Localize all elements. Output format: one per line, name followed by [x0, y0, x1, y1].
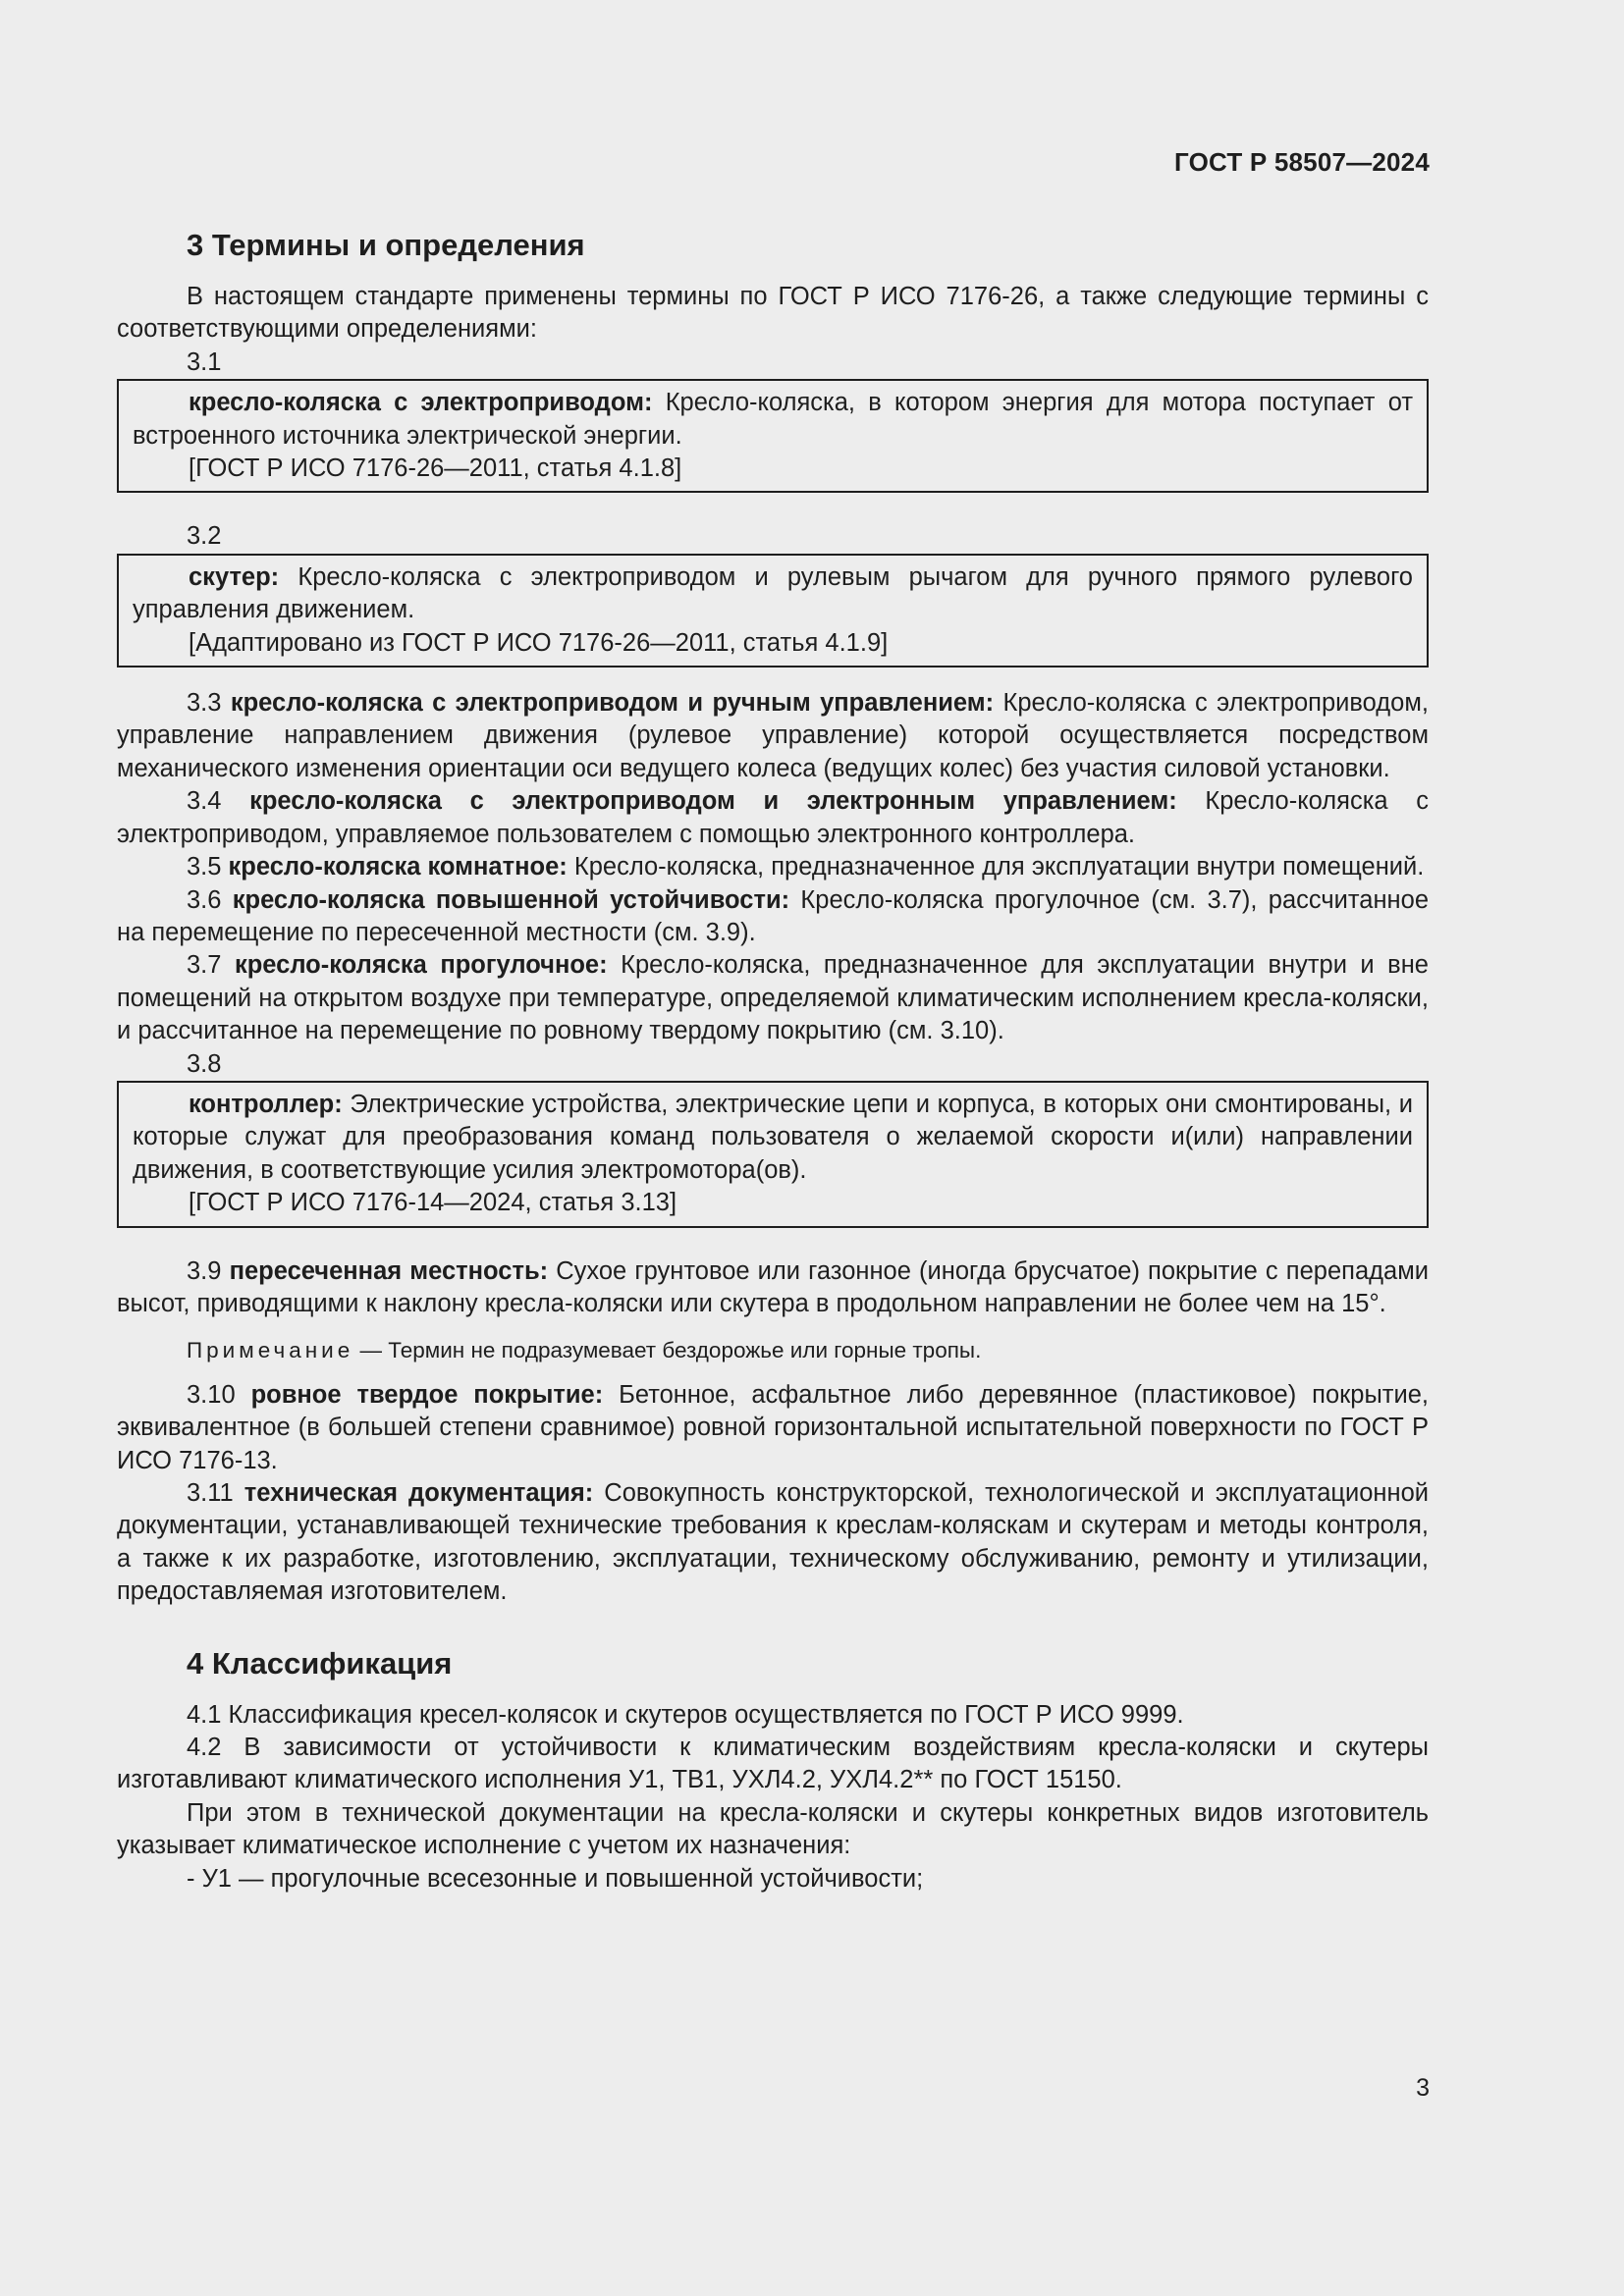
- term-3-4-number: 3.4: [187, 787, 250, 816]
- term-3-9-definition: Сухое грунтовое или газонное (иногда брусчатое) покрытие с перепадами высот, приводящими к наклону кресла-коляски или скутера в продольном направлении не более чем на 15°.: [117, 1256, 1429, 1317]
- term-3-1-source: [ГОСТ Р ИСО 7176-26—2011, статья 4.1.8]: [189, 454, 682, 483]
- document-code-header: ГОСТ Р 58507—2024: [1174, 147, 1430, 177]
- term-3-5: [117, 851, 1429, 883]
- term-3-11-definition: Совокупность конструкторской, технологической и эксплуатационной документации, устанавливающей технические требования к креслам-коляскам и скутерам и методы контроля, а также к их разработке, изготовлению, эксплуатации, техническому обслуживанию, ремонту и утилизации, предоставляемая изготовителем.: [117, 1479, 1430, 1606]
- term-3-4-definition: Кресло-коляска с электроприводом, управляемое пользователем с помощью электронного контроллера.: [117, 787, 1429, 848]
- term-3-8-box: [117, 1081, 1429, 1228]
- list-item-u1: - У1 — прогулочные всесезонные и повышенной устойчивости;: [187, 1864, 924, 1893]
- page-number: 3: [1416, 2074, 1430, 2102]
- term-3-8-term: контроллер:: [189, 1090, 343, 1118]
- term-3-10: [117, 1379, 1429, 1477]
- note-text: — Термин не подразумевает бездорожье или горные тропы.: [353, 1338, 982, 1363]
- term-3-3-number: 3.3: [187, 689, 231, 718]
- term-3-1-text: [133, 387, 1413, 453]
- section-4-title: 4 Классификация: [187, 1645, 453, 1681]
- term-3-1-box: [117, 379, 1429, 493]
- term-3-7-term: кресло-коляска прогулочное:: [234, 951, 608, 980]
- term-3-5-definition: Кресло-коляска, предназначенное для эксплуатации внутри помещений.: [567, 853, 1425, 881]
- term-3-6-definition: Кресло-коляска прогулочное (см. 3.7), рассчитанное на перемещение по пересеченной местности (см. 3.9).: [117, 885, 1429, 946]
- term-3-3-definition: Кресло-коляска с электроприводом, управление направлением движения (рулевое управление) которой осуществляется посредством механического изменения ориентации оси ведущего колеса (ведущих колес) без участия силовой установки.: [117, 689, 1429, 782]
- term-3-9-number: 3.9: [187, 1256, 230, 1285]
- term-3-9: [117, 1255, 1429, 1321]
- term-3-10-number: 3.10: [187, 1380, 251, 1409]
- term-3-5-term: кресло-коляска комнатное:: [228, 853, 568, 881]
- term-3-4: [117, 785, 1429, 851]
- term-3-3: [117, 687, 1429, 785]
- term-3-6-number: 3.6: [187, 885, 233, 914]
- term-3-10-term: ровное твердое покрытие:: [250, 1380, 604, 1409]
- clause-4-1: 4.1 Классификация кресел-колясок и скутеров осуществляется по ГОСТ Р ИСО 9999.: [187, 1700, 1184, 1729]
- term-3-2-term: скутер:: [189, 562, 280, 591]
- term-3-9-term: пересеченная местность:: [229, 1256, 549, 1285]
- note-3-9: [117, 1334, 1429, 1366]
- term-3-7: [117, 949, 1429, 1047]
- term-3-8-source: [ГОСТ Р ИСО 7176-14—2024, статья 3.13]: [189, 1189, 677, 1217]
- note-label: Примечание: [187, 1338, 354, 1363]
- section-3-intro: В настоящем стандарте применены термины по ГОСТ Р ИСО 7176-26, а также следующие термины с соответствующими определениями:: [117, 283, 1429, 344]
- term-3-2-box: [117, 554, 1429, 667]
- term-3-8-number: 3.8: [187, 1049, 222, 1078]
- term-3-11-term: техническая документация:: [244, 1479, 594, 1507]
- section-3-title: 3 Термины и определения: [187, 228, 585, 262]
- term-3-10-definition: Бетонное, асфальтное либо деревянное (пластиковое) покрытие, эквивалентное (в большей степени сравнимое) ровной горизонтальной испытательной поверхности по ГОСТ Р ИСО 7176-13.: [117, 1380, 1429, 1474]
- term-3-2-source: [Адаптировано из ГОСТ Р ИСО 7176-26—2011, статья 4.1.9]: [189, 628, 889, 657]
- term-3-3-term: кресло-коляска с электроприводом и ручным управлением:: [230, 689, 995, 718]
- term-3-2-text: [133, 561, 1413, 627]
- term-3-8-definition: Электрические устройства, электрические цепи и корпуса, в которых они смонтированы, и которые служат для преобразования команд пользователя о желаемой скорости и(или) направлении движения, в соответствующие усилия электромотора(ов).: [133, 1090, 1413, 1184]
- clause-4-2: 4.2 В зависимости от устойчивости к климатическим воздействиям кресла-коляски и скутеры изготавливают климатического исполнения У1, ТВ1, УХЛ4.2, УХЛ4.2** по ГОСТ 15150.: [117, 1734, 1429, 1794]
- term-3-7-number: 3.7: [187, 951, 235, 980]
- term-3-1-definition: Кресло-коляска, в котором энергия для мотора поступает от встроенного источника электрической энергии.: [133, 389, 1413, 450]
- term-3-11-number: 3.11: [187, 1479, 244, 1507]
- term-3-6: [117, 884, 1429, 950]
- term-3-2-number: 3.2: [187, 522, 222, 551]
- term-3-1-term: кресло-коляска с электроприводом:: [189, 389, 653, 417]
- term-3-2-definition: Кресло-коляска с электроприводом и рулевым рычагом для ручного прямого рулевого управления движением.: [133, 562, 1413, 624]
- term-3-11: [117, 1477, 1429, 1609]
- term-3-1-number: 3.1: [187, 347, 222, 376]
- document-body: [117, 224, 1429, 1896]
- term-3-8-text: [133, 1089, 1413, 1187]
- term-3-7-definition: Кресло-коляска, предназначенное для эксплуатации внутри и вне помещений на открытом воздухе при температуре, определяемой климатическим исполнением кресла-коляски, и рассчитанное на перемещение по ровному твердому покрытию (см. 3.10).: [117, 951, 1429, 1045]
- term-3-5-number: 3.5: [187, 853, 229, 881]
- term-3-6-term: кресло-коляска повышенной устойчивости:: [232, 885, 790, 914]
- term-3-4-term: кресло-коляска с электроприводом и электронным управлением:: [249, 787, 1177, 816]
- clause-4-2-continuation: При этом в технической документации на кресла-коляски и скутеры конкретных видов изготовитель указывает климатическое исполнение с учетом их назначения:: [117, 1798, 1429, 1860]
